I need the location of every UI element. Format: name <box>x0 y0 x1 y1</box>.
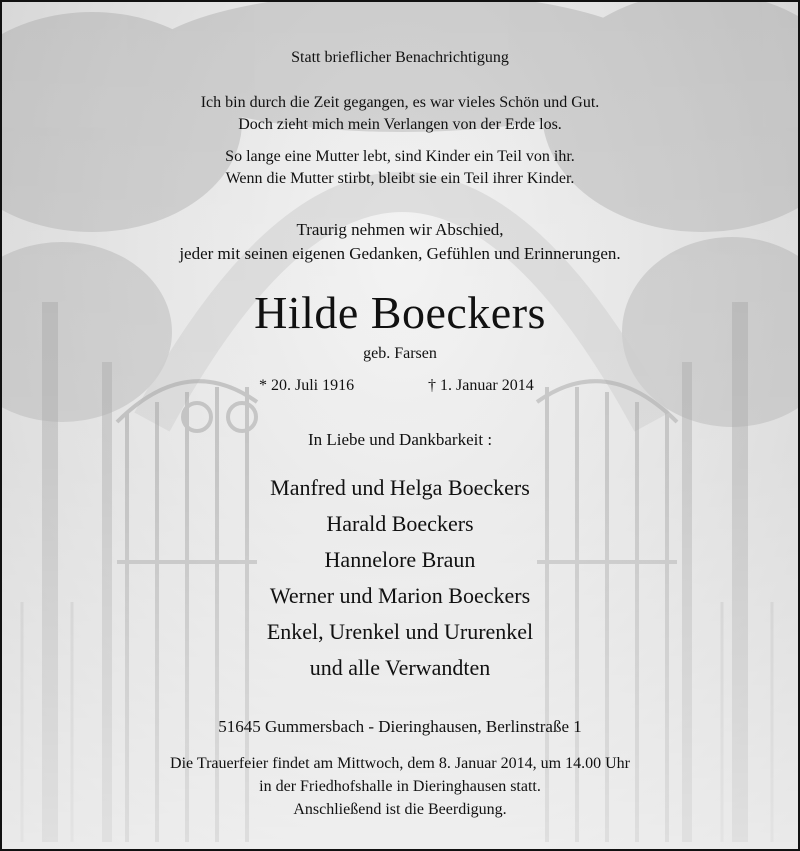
mourner-name: und alle Verwandten <box>309 655 491 680</box>
death-date: † 1. Januar 2014 <box>428 377 534 394</box>
address-line: 51645 Gummersbach - Dieringhausen, Berlinstraße 1 <box>218 717 582 736</box>
mourner-name: Enkel, Urenkel und Ururenkel <box>266 619 534 644</box>
service-line: in der Friedhofshalle in Dieringhausen statt. <box>259 778 541 795</box>
mourner-name: Hannelore Braun <box>324 547 476 572</box>
service-line: Die Trauerfeier findet am Mittwoch, dem 8. Januar 2014, um 14.00 Uhr <box>170 755 630 772</box>
intro-line: Statt brieflicher Benachrichtigung <box>291 49 509 66</box>
birth-date: * 20. Juli 1916 <box>259 377 355 394</box>
farewell-line: jeder mit seinen eigenen Gedanken, Gefühlen und Erinnerungen. <box>179 244 621 263</box>
service-line: Anschließend ist die Beerdigung. <box>293 801 507 818</box>
mourners-intro: In Liebe und Dankbarkeit : <box>307 430 493 449</box>
deceased-name: Hilde Boeckers <box>254 287 546 338</box>
mourner-name: Werner und Marion Boeckers <box>269 583 531 608</box>
mourner-name: Manfred und Helga Boeckers <box>270 475 530 500</box>
mourner-name: Harald Boeckers <box>326 511 474 536</box>
farewell-line: Traurig nehmen wir Abschied, <box>296 220 504 239</box>
poem-line: Wenn die Mutter stirbt, bleibt sie ein Teil ihrer Kinder. <box>225 170 575 187</box>
poem-line: So lange eine Mutter lebt, sind Kinder ein Teil von ihr. <box>225 148 575 165</box>
poem-line: Doch zieht mich mein Verlangen von der Erde los. <box>238 116 562 133</box>
birth-name: geb. Farsen <box>363 345 437 362</box>
poem-line: Ich bin durch die Zeit gegangen, es war vieles Schön und Gut. <box>200 94 600 111</box>
